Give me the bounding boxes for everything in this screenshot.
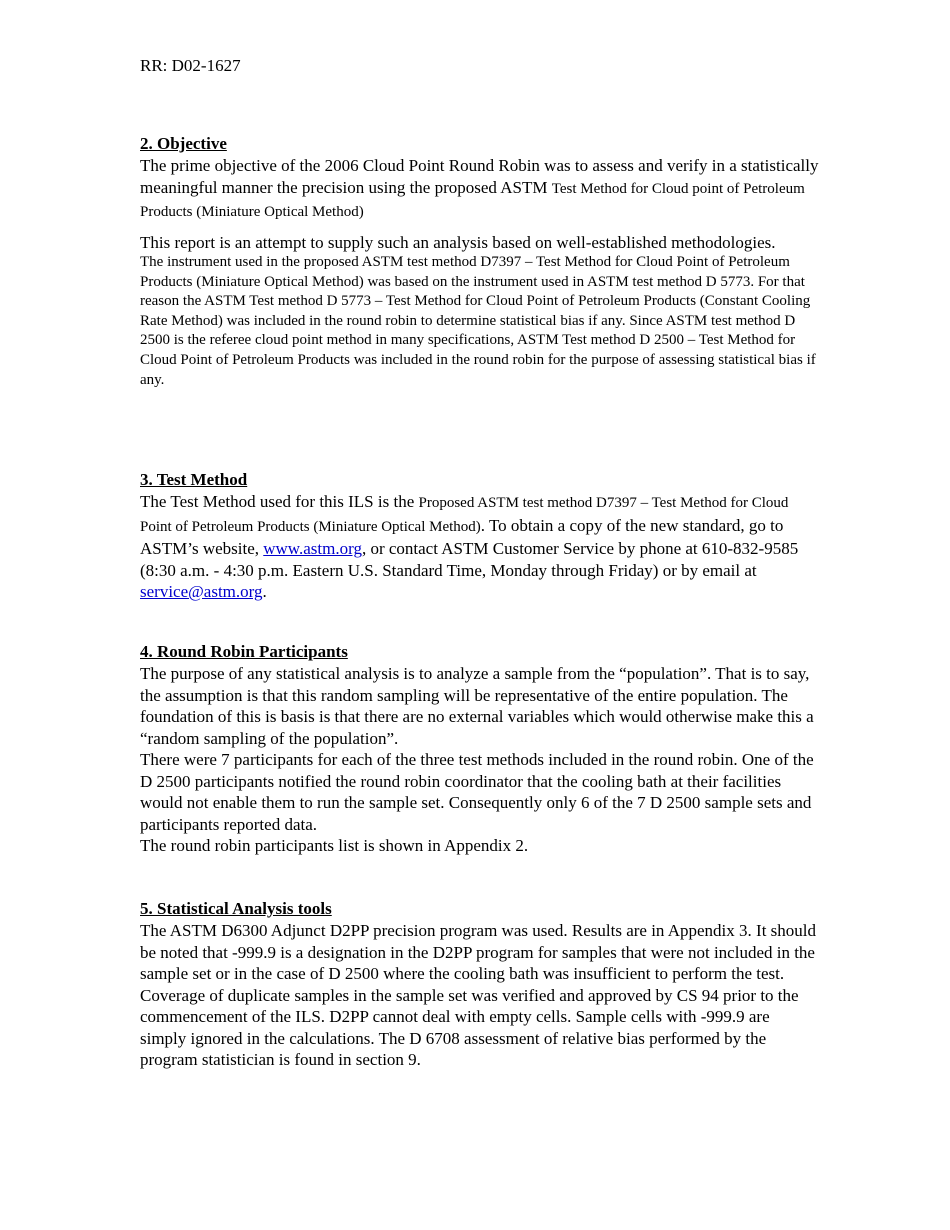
test-method-text-2: Proposed ASTM test method D7397 – Test Method for Cloud Point of Petroleum Products (Miniature Optical Method) bbox=[140, 495, 789, 535]
test-method-text-1: The Test Method used for this ILS is the bbox=[140, 492, 419, 511]
participants-paragraph-2: There were 7 participants for each of the three test methods included in the round robin. One of the D 2500 participants notified the round robin coordinator that the cooling bath at their facilities would not enable them to run the sample set. Consequently only 6 of the 7 D 2500 sample sets and participants reported data. bbox=[140, 750, 814, 834]
section-statistical-tools bbox=[140, 898, 820, 1071]
objective-paragraph-1-method: Test Method for Cloud point of Petroleum Products (Miniature Optical Method) bbox=[140, 180, 805, 220]
objective-paragraph-1 bbox=[140, 155, 820, 224]
test-method-text-4: , or contact ASTM Customer Service by phone at 610-832-9585 (8:30 a.m. - 4:30 p.m. Eastern U.S. Standard Time, Monday through Friday) or by email at bbox=[140, 539, 799, 580]
objective-paragraph-3: The instrument used in the proposed ASTM test method D7397 – Test Method for Cloud Point of Petroleum Products (Miniature Optical Method) was based on the instrument used in ASTM test method D 5773. For that reason the ASTM Test method D 5773 – Test Method for Cloud Point of Petroleum Products (Constant Cooling Rate Method) was included in the round robin to determine statistical bias if any. Since ASTM test method D 2500 is the referee cloud point method in many specifications, ASTM Test method D 2500 – Test Method for Cloud Point of Petroleum Products was included in the round robin for the purpose of assessing statistical bias if any. bbox=[140, 254, 816, 388]
section-heading-participants: 4. Round Robin Participants bbox=[140, 642, 348, 661]
section-heading-test-method: 3. Test Method bbox=[140, 470, 248, 489]
statistical-tools-paragraph: The ASTM D6300 Adjunct D2PP precision program was used. Results are in Appendix 3. It should be noted that -999.9 is a designation in the D2PP program for samples that were not included in the sample set or in the case of D 2500 where the cooling bath was insufficient to perform the test. Coverage of duplicate samples in the sample set was verified and approved by CS 94 prior to the commencement of the ILS. D2PP cannot deal with empty cells. Sample cells with -999.9 are simply ignored in the calculations. The D 6708 assessment of relative bias performed by the program statistician is found in section 9. bbox=[140, 921, 817, 1069]
test-method-text-5: . bbox=[262, 582, 267, 601]
test-method-paragraph bbox=[140, 491, 820, 603]
astm-email-link[interactable]: service@astm.org bbox=[140, 582, 263, 601]
document-reference: RR: D02-1627 bbox=[140, 56, 241, 75]
test-method-text-3: . To obtain a copy of the new standard, go to ASTM’s website, bbox=[140, 515, 784, 558]
section-heading-statistical-tools: 5. Statistical Analysis tools bbox=[140, 899, 332, 918]
participants-paragraph-3: The round robin participants list is shown in Appendix 2. bbox=[140, 836, 529, 855]
objective-paragraph-1-main: The prime objective of the 2006 Cloud Point Round Robin was to assess and verify in a statistically meaningful manner the precision using the proposed ASTM bbox=[140, 156, 819, 197]
document-page bbox=[140, 55, 820, 1069]
objective-paragraph-2: This report is an attempt to supply such an analysis based on well-established methodologies. bbox=[140, 232, 776, 252]
section-heading-objective: 2. Objective bbox=[140, 134, 227, 153]
section-participants bbox=[140, 641, 820, 857]
participants-paragraph-1: The purpose of any statistical analysis is to analyze a sample from the “population”. That is to say, the assumption is that this random sampling will be representative of the entire population. The foundation of this is basis is that there are no external variables which would otherwise make this a “random sampling of the population”. bbox=[140, 664, 814, 748]
section-test-method bbox=[140, 469, 820, 603]
astm-website-link[interactable]: www.astm.org bbox=[263, 539, 362, 558]
section-objective bbox=[140, 133, 820, 390]
